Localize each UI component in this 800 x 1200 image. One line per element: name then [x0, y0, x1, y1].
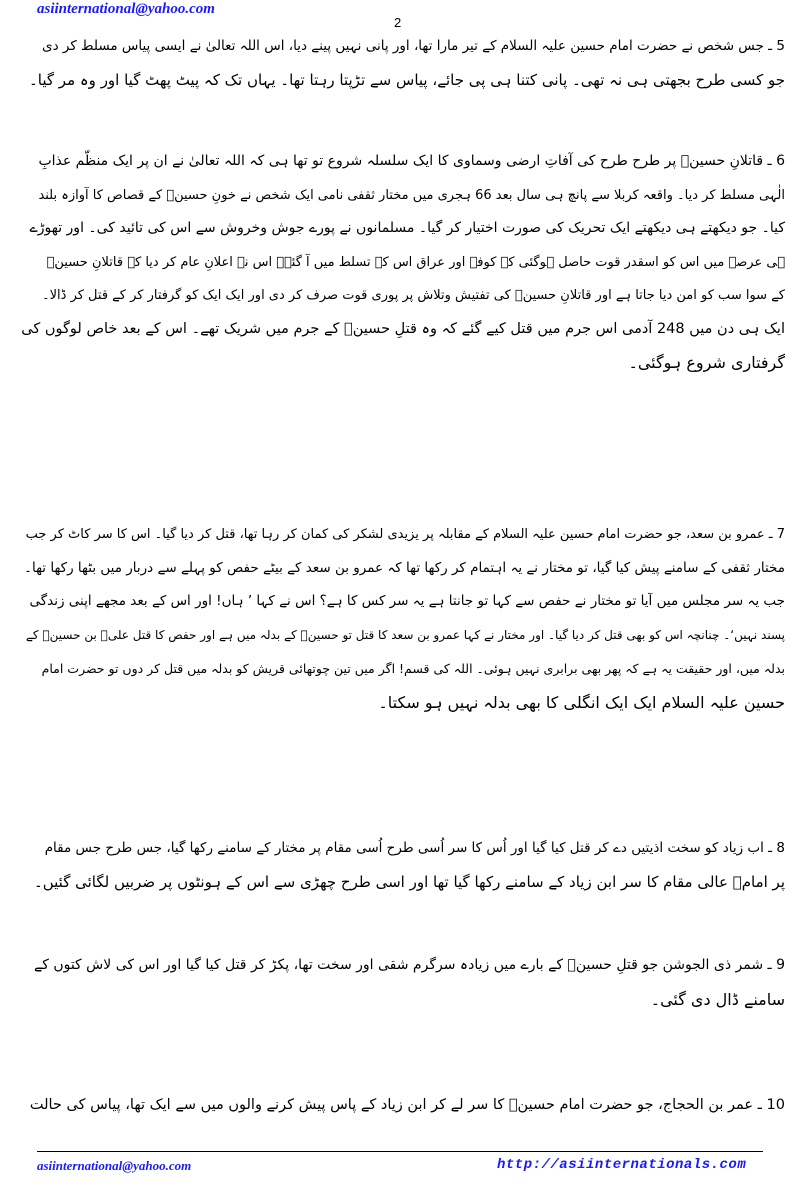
paragraph-line: کے سوا سب کو امن دیا جاتا ہے اور قاتلانِ حسینؓ کی تفتیش وتلاش پر پوری قوت صرف کر دی اور ایک ایک کو گرفتار کر کے قتل کر ڈالا۔ [42, 288, 785, 303]
paragraph-line: 10 ـ عمر بن الحجاج، جو حضرت امام حسینؓ کا سر لے کر ابن زیاد کے پاس پیش کرنے والوں میں سے ایک تھا، پیاس کی حالت [29, 1097, 785, 1113]
paragraph-line: مختار ثقفی کے سامنے پیش کیا گیا، تو مختار نے یہ اہتمام کر رکھا تھا کہ عمرو بن سعد کے بیٹے حفص کو پہلے سے دربار میں بٹھا رکھا تھا۔ [24, 559, 785, 576]
paragraph-7 [20, 518, 785, 719]
paragraph-line: جب یہ سر مجلس میں آیا تو مختار نے حفص سے کہا تو جانتا ہے یہ سر کس کا ہے؟ اس نے کہا ’ ہاں! اور اس کے بعد مجھے اپنی زندگی [29, 593, 785, 609]
paragraph-line: 9 ـ شمر ذی الجوشن جو قتلِ حسینؓ کے بارے میں زیادہ سرگرم شقی اور سخت تھا، پکڑ کر قتل کیا گیا اور اس کی لاش کتوں کے [34, 957, 785, 973]
paragraph-8 [20, 832, 785, 899]
paragraph-10 [20, 1089, 785, 1123]
paragraph-line: جو کسی طرح بجھتی ہی نہ تھی۔ پانی کتنا ہی پی جائے، پیاس سے تڑپتا رہتا تھا۔ یہاں تک کہ پیٹ پھٹ گیا اور وہ مر گیا۔ [29, 70, 785, 89]
paragraph-6 [20, 145, 785, 380]
paragraph-line: 7 ـ عمرو بن سعد، جو حضرت امام حسین علیہ السلام کے مقابلہ پر یزیدی لشکر کی کمان کر رہا تھا، قتل کر دیا گیا۔ اس کا سر کاٹ کر جب [25, 527, 785, 542]
paragraph-line: سامنے ڈال دی گئی۔ [650, 989, 785, 1009]
paragraph-line: پسند نہیں‘۔ چنانچہ اس کو بھی قتل کر دیا گیا۔ اور مختار نے کہا عمرو بن سعد کا قتل تو حسینؓ کے بدلہ میں ہے اور حفص کا قتل علیؓ بن حسینؓ کے [25, 627, 785, 642]
paragraph-line: بدلہ میں، اور حقیقت یہ ہے کہ پھر بھی برابری نہیں ہوئی۔ اللہ کی قسم! اگر میں تین چوتھائی قریش کو بدلہ میں قتل کر دوں تو حضرت امام [41, 661, 785, 676]
paragraph-9 [20, 949, 785, 1016]
paragraph-line: 6 ـ قاتلانِ حسینؓ پر طرح طرح کی آفاتِ ارضی وسماوی کا ایک سلسلہ شروع تو تھا ہی کہ اللہ تعالیٰ نے ان پر ایک منظّم عذابِ [38, 153, 785, 169]
paragraph-line: گرفتاری شروع ہوگئی۔ [628, 353, 785, 372]
footer-website-link[interactable]: http://asiinternationals.com [497, 1157, 747, 1173]
paragraph-line: 5 ـ جس شخص نے حضرت امام حسین علیہ السلام کے تیر مارا تھا، اور پانی نہیں پینے دیا، اس اللہ تعالیٰ نے ایسی پیاس مسلط کر دی [42, 38, 785, 54]
footer-divider [37, 1151, 763, 1152]
header-email-link[interactable]: asiinternational@yahoo.com [37, 1, 215, 17]
paragraph-line: الٰہی مسلط کر دیا۔ واقعہ کربلا سے پانچ ہی سال بعد 66 ہجری میں مختار ثقفی نامی ایک شخص نے خونِ حسینؓ کے قصاص کا آوازہ بلند [38, 187, 785, 203]
paragraph-line: حسین علیہ السلام ایک ایک انگلی کا بھی بدلہ نہیں ہو سکتا۔ [378, 692, 785, 712]
paragraph-5 [20, 30, 785, 97]
footer-email-link[interactable]: asiinternational@yahoo.com [37, 1158, 192, 1173]
paragraph-line: ایک ہی دن میں 248 آدمی اس جرم میں قتل کیے گئے کہ وہ قتلِ حسینؓ کے جرم میں شریک تھے۔ اس کے بعد خاص لوگوں کی [21, 320, 785, 337]
paragraph-line: ہی عرصے میں اس کو اسقدر قوت حاصل ہوگئی کہ کوفہ اور عراق اس کے تسلط میں آ گئے۔ اس نے اعلانِ عام کر دیا کہ قاتلانِ حسینؓ [46, 254, 785, 270]
paragraph-line: پر امامؓ عالی مقام کا سر ابن زیاد کے سامنے رکھا گیا تھا اور اسی طرح چھڑی سے اس کے ہونٹوں پر ضربیں لگائی گئیں۔ [33, 872, 785, 891]
paragraph-line: کیا۔ جو دیکھتے ہی دیکھتے ایک تحریک کی صورت اختیار کر گیا۔ مسلمانوں نے پورے جوش وخروش سے اس کی تائید کی۔ اور تھوڑے [29, 220, 785, 236]
page-number: 2 [394, 15, 402, 30]
paragraph-line: 8 ـ اب زیاد کو سخت اذیتیں دے کر قتل کیا گیا اور اُس کا سر اُسی طرح اُسی مقام پر مختار کے سامنے رکھا گیا، جس طرح جس مقام [44, 840, 785, 856]
